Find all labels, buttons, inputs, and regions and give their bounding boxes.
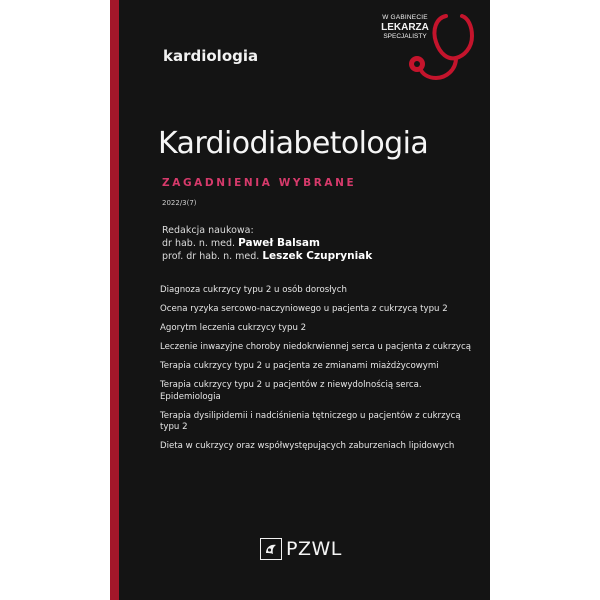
toc-item: Terapia cukrzycy typu 2 u pacjenta ze zmianami miażdżycowymi	[160, 361, 439, 371]
editor-1-name: Paweł Balsam	[238, 237, 320, 249]
series-label: kardiologia	[163, 47, 259, 65]
publisher-name: PZWL	[286, 538, 342, 560]
editor-2-name: Leszek Czupryniak	[262, 250, 373, 262]
toc-item: Terapia cukrzycy typu 2 u pacjentów z niewydolnością serca. Epidemiologia	[160, 380, 422, 402]
book-subtitle: ZAGADNIENIA WYBRANE	[162, 177, 357, 189]
table-of-contents	[160, 285, 480, 460]
issue-number: 2022/3(7)	[162, 199, 197, 207]
badge-line-3: SPECJALISTY	[383, 33, 427, 40]
toc-item: Agorytm leczenia cukrzycy typu 2	[160, 323, 307, 333]
stethoscope-icon	[402, 8, 482, 88]
toc-item: Dieta w cukrzycy oraz współwystępujących zaburzeniach lipidowych	[160, 441, 455, 451]
publisher-mark	[260, 537, 342, 561]
editor-1	[162, 237, 372, 250]
editor-2	[162, 250, 372, 263]
toc-item: Terapia dysilipidemii i nadciśnienia tętniczego u pacjentów z cukrzycą typu 2	[160, 410, 461, 432]
editors-heading: Redakcja naukowa:	[162, 225, 254, 236]
toc-item: Diagnoza cukrzycy typu 2 u osób dorosłych	[160, 285, 347, 295]
editor-2-prefix: prof. dr hab. n. med.	[162, 251, 260, 262]
publisher-logo-icon	[260, 538, 282, 560]
book-title: Kardiodiabetologia	[158, 126, 429, 161]
badge-line-2: LEKARZA	[381, 22, 429, 33]
cover-spine-stripe	[110, 0, 119, 600]
badge-line-1: W GABINECIE	[382, 14, 428, 21]
toc-item: Ocena ryzyka sercowo-naczyniowego u pacjenta z cukrzycą typu 2	[160, 304, 448, 314]
book-cover	[110, 0, 490, 600]
toc-item: Leczenie inwazyjne choroby niedokrwiennej serca u pacjenta z cukrzycą	[160, 342, 471, 352]
editors-block	[162, 224, 372, 263]
editor-1-prefix: dr hab. n. med.	[162, 238, 236, 249]
